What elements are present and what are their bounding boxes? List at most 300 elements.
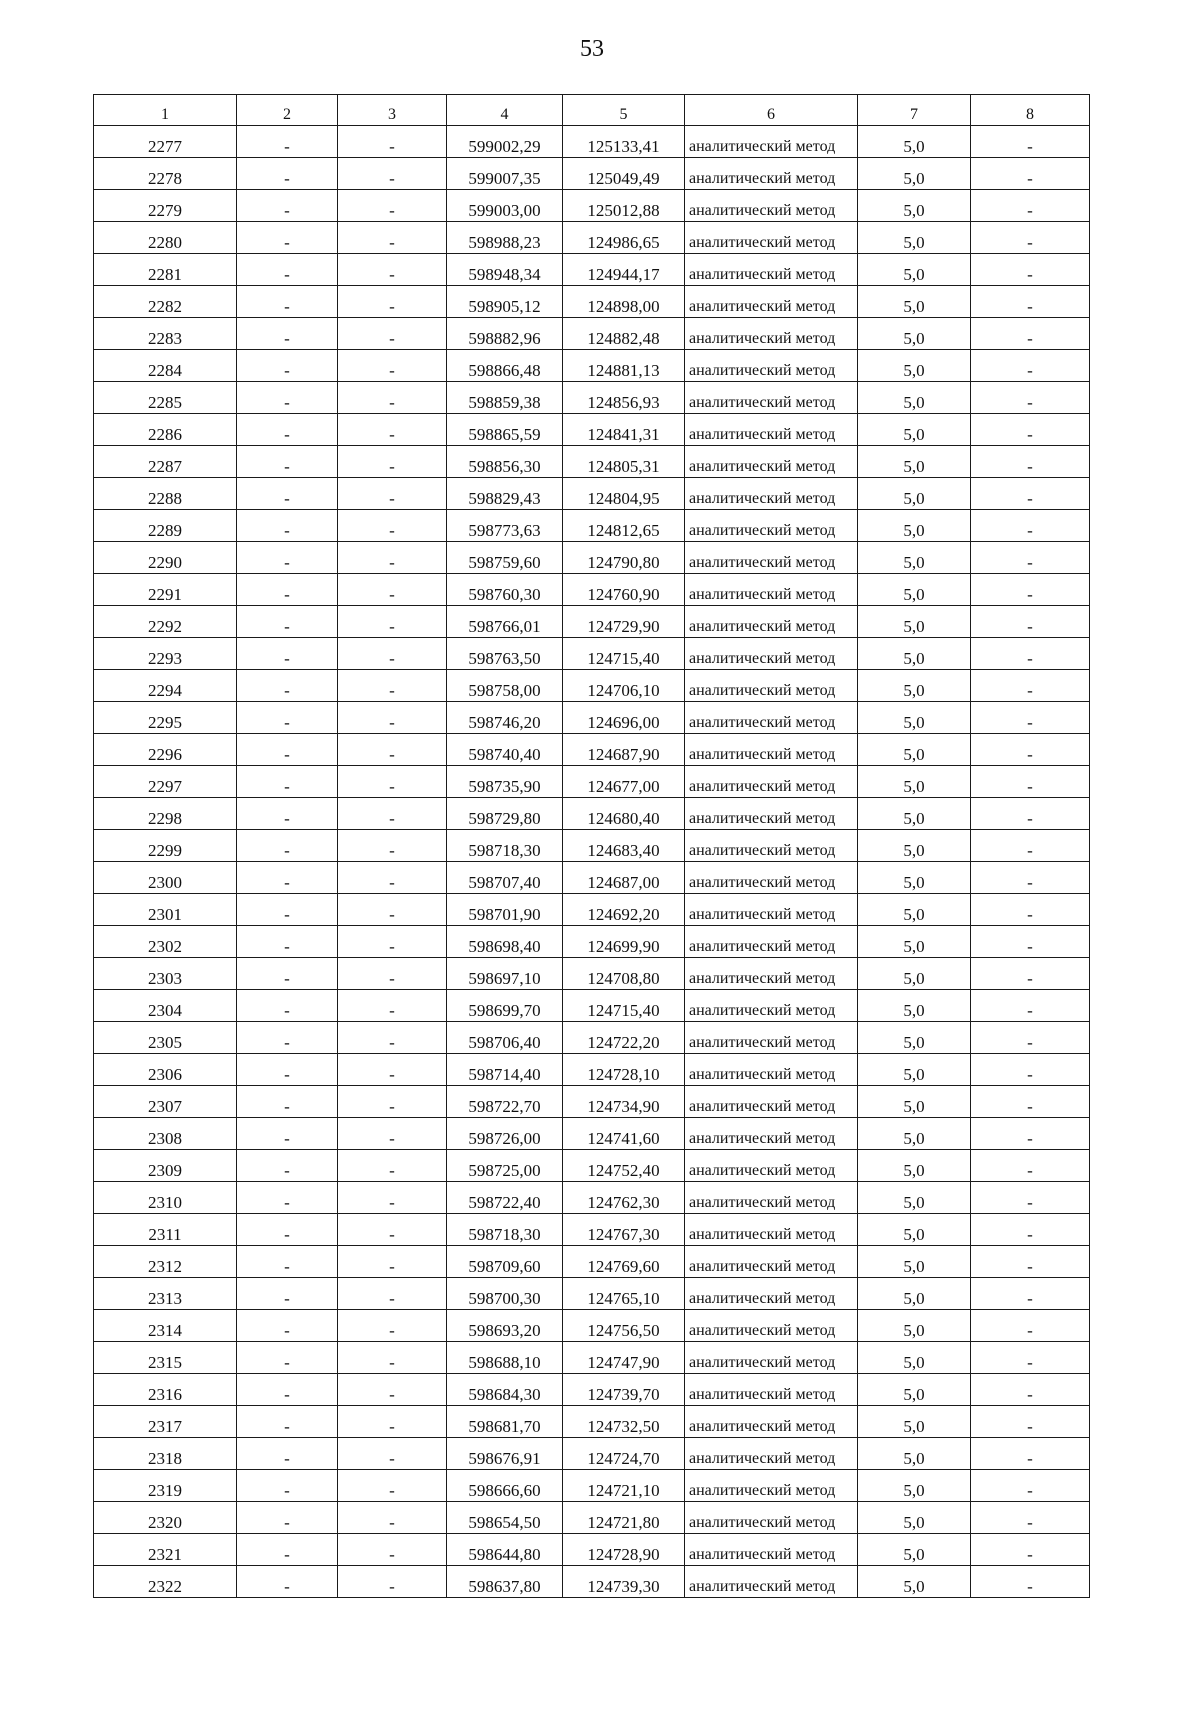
table-row	[94, 318, 1090, 350]
accuracy-cell: 5,0	[858, 286, 971, 318]
note-cell: -	[971, 126, 1090, 158]
col2-cell: -	[237, 382, 338, 414]
method-cell: аналитический метод	[685, 574, 858, 606]
x-coordinate-cell: 599002,29	[447, 126, 563, 158]
accuracy-cell: 5,0	[858, 190, 971, 222]
col3-cell: -	[338, 830, 447, 862]
method-cell: аналитический метод	[685, 446, 858, 478]
point-number-cell: 2320	[94, 1502, 237, 1534]
table-row	[94, 286, 1090, 318]
col2-cell: -	[237, 1182, 338, 1214]
method-cell: аналитический метод	[685, 1118, 858, 1150]
note-cell: -	[971, 606, 1090, 638]
table-row	[94, 510, 1090, 542]
accuracy-cell: 5,0	[858, 830, 971, 862]
table-row	[94, 862, 1090, 894]
x-coordinate-cell: 598676,91	[447, 1438, 563, 1470]
accuracy-cell: 5,0	[858, 1438, 971, 1470]
x-coordinate-cell: 598699,70	[447, 990, 563, 1022]
col2-cell: -	[237, 1246, 338, 1278]
col2-cell: -	[237, 158, 338, 190]
x-coordinate-cell: 598740,40	[447, 734, 563, 766]
accuracy-cell: 5,0	[858, 414, 971, 446]
point-number-cell: 2286	[94, 414, 237, 446]
point-number-cell: 2288	[94, 478, 237, 510]
note-cell: -	[971, 478, 1090, 510]
table-body	[94, 126, 1090, 1598]
method-cell: аналитический метод	[685, 478, 858, 510]
y-coordinate-cell: 124790,80	[563, 542, 685, 574]
point-number-cell: 2309	[94, 1150, 237, 1182]
point-number-cell: 2281	[94, 254, 237, 286]
y-coordinate-cell: 124986,65	[563, 222, 685, 254]
x-coordinate-cell: 599003,00	[447, 190, 563, 222]
point-number-cell: 2296	[94, 734, 237, 766]
method-cell: аналитический метод	[685, 926, 858, 958]
col3-cell: -	[338, 510, 447, 542]
y-coordinate-cell: 124687,00	[563, 862, 685, 894]
coordinates-table	[93, 94, 1090, 1598]
table-row	[94, 1342, 1090, 1374]
accuracy-cell: 5,0	[858, 1566, 971, 1598]
point-number-cell: 2291	[94, 574, 237, 606]
col2-cell: -	[237, 766, 338, 798]
accuracy-cell: 5,0	[858, 1118, 971, 1150]
point-number-cell: 2315	[94, 1342, 237, 1374]
y-coordinate-cell: 124856,93	[563, 382, 685, 414]
col3-cell: -	[338, 1150, 447, 1182]
column-header-6: 6	[685, 95, 858, 126]
accuracy-cell: 5,0	[858, 958, 971, 990]
y-coordinate-cell: 124696,00	[563, 702, 685, 734]
accuracy-cell: 5,0	[858, 702, 971, 734]
col2-cell: -	[237, 734, 338, 766]
y-coordinate-cell: 124732,50	[563, 1406, 685, 1438]
y-coordinate-cell: 124767,30	[563, 1214, 685, 1246]
col2-cell: -	[237, 1406, 338, 1438]
x-coordinate-cell: 598684,30	[447, 1374, 563, 1406]
col3-cell: -	[338, 1246, 447, 1278]
col2-cell: -	[237, 1118, 338, 1150]
note-cell: -	[971, 1470, 1090, 1502]
note-cell: -	[971, 158, 1090, 190]
col3-cell: -	[338, 1534, 447, 1566]
note-cell: -	[971, 414, 1090, 446]
col3-cell: -	[338, 894, 447, 926]
x-coordinate-cell: 598718,30	[447, 830, 563, 862]
col2-cell: -	[237, 1502, 338, 1534]
y-coordinate-cell: 124692,20	[563, 894, 685, 926]
table-row	[94, 990, 1090, 1022]
col3-cell: -	[338, 1214, 447, 1246]
point-number-cell: 2301	[94, 894, 237, 926]
point-number-cell: 2305	[94, 1022, 237, 1054]
accuracy-cell: 5,0	[858, 542, 971, 574]
col2-cell: -	[237, 478, 338, 510]
note-cell: -	[971, 382, 1090, 414]
col2-cell: -	[237, 1150, 338, 1182]
method-cell: аналитический метод	[685, 990, 858, 1022]
method-cell: аналитический метод	[685, 734, 858, 766]
note-cell: -	[971, 286, 1090, 318]
y-coordinate-cell: 125049,49	[563, 158, 685, 190]
x-coordinate-cell: 598654,50	[447, 1502, 563, 1534]
point-number-cell: 2299	[94, 830, 237, 862]
method-cell: аналитический метод	[685, 1278, 858, 1310]
note-cell: -	[971, 638, 1090, 670]
note-cell: -	[971, 1022, 1090, 1054]
note-cell: -	[971, 222, 1090, 254]
method-cell: аналитический метод	[685, 1310, 858, 1342]
col2-cell: -	[237, 510, 338, 542]
col2-cell: -	[237, 1374, 338, 1406]
table-row	[94, 1310, 1090, 1342]
x-coordinate-cell: 598773,63	[447, 510, 563, 542]
x-coordinate-cell: 598758,00	[447, 670, 563, 702]
y-coordinate-cell: 124765,10	[563, 1278, 685, 1310]
note-cell: -	[971, 798, 1090, 830]
y-coordinate-cell: 124841,31	[563, 414, 685, 446]
note-cell: -	[971, 190, 1090, 222]
accuracy-cell: 5,0	[858, 446, 971, 478]
accuracy-cell: 5,0	[858, 798, 971, 830]
col3-cell: -	[338, 1438, 447, 1470]
table-row	[94, 1470, 1090, 1502]
column-header-2: 2	[237, 95, 338, 126]
col2-cell: -	[237, 254, 338, 286]
accuracy-cell: 5,0	[858, 734, 971, 766]
point-number-cell: 2319	[94, 1470, 237, 1502]
col3-cell: -	[338, 1566, 447, 1598]
table-row	[94, 926, 1090, 958]
point-number-cell: 2289	[94, 510, 237, 542]
point-number-cell: 2277	[94, 126, 237, 158]
method-cell: аналитический метод	[685, 638, 858, 670]
method-cell: аналитический метод	[685, 1534, 858, 1566]
y-coordinate-cell: 124739,70	[563, 1374, 685, 1406]
col3-cell: -	[338, 414, 447, 446]
point-number-cell: 2306	[94, 1054, 237, 1086]
col2-cell: -	[237, 1438, 338, 1470]
y-coordinate-cell: 124752,40	[563, 1150, 685, 1182]
point-number-cell: 2318	[94, 1438, 237, 1470]
point-number-cell: 2302	[94, 926, 237, 958]
col2-cell: -	[237, 318, 338, 350]
y-coordinate-cell: 124724,70	[563, 1438, 685, 1470]
point-number-cell: 2295	[94, 702, 237, 734]
col3-cell: -	[338, 382, 447, 414]
method-cell: аналитический метод	[685, 318, 858, 350]
y-coordinate-cell: 124721,80	[563, 1502, 685, 1534]
accuracy-cell: 5,0	[858, 1502, 971, 1534]
note-cell: -	[971, 1182, 1090, 1214]
column-header-4: 4	[447, 95, 563, 126]
accuracy-cell: 5,0	[858, 1214, 971, 1246]
col3-cell: -	[338, 126, 447, 158]
x-coordinate-cell: 598644,80	[447, 1534, 563, 1566]
y-coordinate-cell: 124706,10	[563, 670, 685, 702]
y-coordinate-cell: 124769,60	[563, 1246, 685, 1278]
note-cell: -	[971, 894, 1090, 926]
point-number-cell: 2312	[94, 1246, 237, 1278]
table-row	[94, 446, 1090, 478]
table-row	[94, 254, 1090, 286]
method-cell: аналитический метод	[685, 222, 858, 254]
accuracy-cell: 5,0	[858, 318, 971, 350]
col2-cell: -	[237, 542, 338, 574]
y-coordinate-cell: 124683,40	[563, 830, 685, 862]
col2-cell: -	[237, 446, 338, 478]
table-row	[94, 1502, 1090, 1534]
col3-cell: -	[338, 1310, 447, 1342]
accuracy-cell: 5,0	[858, 350, 971, 382]
note-cell: -	[971, 1342, 1090, 1374]
accuracy-cell: 5,0	[858, 1278, 971, 1310]
table-row	[94, 1278, 1090, 1310]
point-number-cell: 2294	[94, 670, 237, 702]
col2-cell: -	[237, 1214, 338, 1246]
col2-cell: -	[237, 702, 338, 734]
x-coordinate-cell: 598882,96	[447, 318, 563, 350]
y-coordinate-cell: 124722,20	[563, 1022, 685, 1054]
x-coordinate-cell: 598760,30	[447, 574, 563, 606]
method-cell: аналитический метод	[685, 1438, 858, 1470]
method-cell: аналитический метод	[685, 1022, 858, 1054]
y-coordinate-cell: 124898,00	[563, 286, 685, 318]
table-row	[94, 1086, 1090, 1118]
x-coordinate-cell: 598726,00	[447, 1118, 563, 1150]
note-cell: -	[971, 1214, 1090, 1246]
accuracy-cell: 5,0	[858, 766, 971, 798]
point-number-cell: 2313	[94, 1278, 237, 1310]
x-coordinate-cell: 598698,40	[447, 926, 563, 958]
col3-cell: -	[338, 1342, 447, 1374]
col3-cell: -	[338, 1182, 447, 1214]
note-cell: -	[971, 1150, 1090, 1182]
point-number-cell: 2314	[94, 1310, 237, 1342]
y-coordinate-cell: 124881,13	[563, 350, 685, 382]
y-coordinate-cell: 124728,90	[563, 1534, 685, 1566]
table-row	[94, 350, 1090, 382]
y-coordinate-cell: 124741,60	[563, 1118, 685, 1150]
accuracy-cell: 5,0	[858, 894, 971, 926]
point-number-cell: 2278	[94, 158, 237, 190]
point-number-cell: 2283	[94, 318, 237, 350]
col3-cell: -	[338, 734, 447, 766]
method-cell: аналитический метод	[685, 542, 858, 574]
col3-cell: -	[338, 1118, 447, 1150]
accuracy-cell: 5,0	[858, 222, 971, 254]
accuracy-cell: 5,0	[858, 126, 971, 158]
note-cell: -	[971, 1278, 1090, 1310]
point-number-cell: 2321	[94, 1534, 237, 1566]
column-header-1: 1	[94, 95, 237, 126]
y-coordinate-cell: 124756,50	[563, 1310, 685, 1342]
col3-cell: -	[338, 606, 447, 638]
col3-cell: -	[338, 1502, 447, 1534]
table-row	[94, 638, 1090, 670]
note-cell: -	[971, 574, 1090, 606]
col2-cell: -	[237, 350, 338, 382]
point-number-cell: 2308	[94, 1118, 237, 1150]
table-row	[94, 222, 1090, 254]
col2-cell: -	[237, 862, 338, 894]
accuracy-cell: 5,0	[858, 1406, 971, 1438]
col2-cell: -	[237, 990, 338, 1022]
table-row	[94, 606, 1090, 638]
x-coordinate-cell: 598735,90	[447, 766, 563, 798]
note-cell: -	[971, 830, 1090, 862]
col3-cell: -	[338, 478, 447, 510]
col2-cell: -	[237, 1470, 338, 1502]
accuracy-cell: 5,0	[858, 510, 971, 542]
col3-cell: -	[338, 318, 447, 350]
y-coordinate-cell: 124944,17	[563, 254, 685, 286]
x-coordinate-cell: 598688,10	[447, 1342, 563, 1374]
method-cell: аналитический метод	[685, 1182, 858, 1214]
y-coordinate-cell: 124715,40	[563, 990, 685, 1022]
y-coordinate-cell: 124677,00	[563, 766, 685, 798]
y-coordinate-cell: 124734,90	[563, 1086, 685, 1118]
x-coordinate-cell: 598759,60	[447, 542, 563, 574]
note-cell: -	[971, 702, 1090, 734]
accuracy-cell: 5,0	[858, 1150, 971, 1182]
x-coordinate-cell: 598666,60	[447, 1470, 563, 1502]
table-row	[94, 1022, 1090, 1054]
table-row	[94, 1374, 1090, 1406]
col2-cell: -	[237, 1342, 338, 1374]
point-number-cell: 2316	[94, 1374, 237, 1406]
note-cell: -	[971, 734, 1090, 766]
point-number-cell: 2282	[94, 286, 237, 318]
page-number: 53	[580, 36, 604, 62]
table-header-row	[94, 95, 1090, 126]
y-coordinate-cell: 124805,31	[563, 446, 685, 478]
col3-cell: -	[338, 446, 447, 478]
x-coordinate-cell: 598856,30	[447, 446, 563, 478]
x-coordinate-cell: 599007,35	[447, 158, 563, 190]
method-cell: аналитический метод	[685, 1086, 858, 1118]
accuracy-cell: 5,0	[858, 254, 971, 286]
note-cell: -	[971, 1438, 1090, 1470]
col3-cell: -	[338, 702, 447, 734]
table-row	[94, 894, 1090, 926]
point-number-cell: 2300	[94, 862, 237, 894]
method-cell: аналитический метод	[685, 158, 858, 190]
y-coordinate-cell: 124729,90	[563, 606, 685, 638]
col3-cell: -	[338, 574, 447, 606]
x-coordinate-cell: 598700,30	[447, 1278, 563, 1310]
note-cell: -	[971, 1118, 1090, 1150]
accuracy-cell: 5,0	[858, 478, 971, 510]
note-cell: -	[971, 1086, 1090, 1118]
table-row	[94, 1054, 1090, 1086]
y-coordinate-cell: 124680,40	[563, 798, 685, 830]
table-row	[94, 478, 1090, 510]
x-coordinate-cell: 598722,70	[447, 1086, 563, 1118]
col3-cell: -	[338, 286, 447, 318]
note-cell: -	[971, 350, 1090, 382]
accuracy-cell: 5,0	[858, 158, 971, 190]
note-cell: -	[971, 1566, 1090, 1598]
x-coordinate-cell: 598905,12	[447, 286, 563, 318]
note-cell: -	[971, 446, 1090, 478]
col3-cell: -	[338, 990, 447, 1022]
method-cell: аналитический метод	[685, 798, 858, 830]
table-row	[94, 1534, 1090, 1566]
col3-cell: -	[338, 798, 447, 830]
x-coordinate-cell: 598718,30	[447, 1214, 563, 1246]
col2-cell: -	[237, 1086, 338, 1118]
note-cell: -	[971, 1406, 1090, 1438]
col3-cell: -	[338, 862, 447, 894]
col2-cell: -	[237, 1310, 338, 1342]
accuracy-cell: 5,0	[858, 1246, 971, 1278]
method-cell: аналитический метод	[685, 670, 858, 702]
method-cell: аналитический метод	[685, 830, 858, 862]
col3-cell: -	[338, 542, 447, 574]
table-row	[94, 1438, 1090, 1470]
accuracy-cell: 5,0	[858, 382, 971, 414]
table-row	[94, 670, 1090, 702]
method-cell: аналитический метод	[685, 1406, 858, 1438]
accuracy-cell: 5,0	[858, 990, 971, 1022]
table-row	[94, 734, 1090, 766]
method-cell: аналитический метод	[685, 510, 858, 542]
accuracy-cell: 5,0	[858, 1534, 971, 1566]
point-number-cell: 2287	[94, 446, 237, 478]
column-header-3: 3	[338, 95, 447, 126]
point-number-cell: 2292	[94, 606, 237, 638]
note-cell: -	[971, 1054, 1090, 1086]
accuracy-cell: 5,0	[858, 1310, 971, 1342]
x-coordinate-cell: 598859,38	[447, 382, 563, 414]
table-row	[94, 1566, 1090, 1598]
table-row	[94, 574, 1090, 606]
method-cell: аналитический метод	[685, 862, 858, 894]
col3-cell: -	[338, 222, 447, 254]
x-coordinate-cell: 598725,00	[447, 1150, 563, 1182]
col2-cell: -	[237, 190, 338, 222]
y-coordinate-cell: 124882,48	[563, 318, 685, 350]
table-row	[94, 1118, 1090, 1150]
point-number-cell: 2322	[94, 1566, 237, 1598]
accuracy-cell: 5,0	[858, 926, 971, 958]
col2-cell: -	[237, 1054, 338, 1086]
point-number-cell: 2280	[94, 222, 237, 254]
column-header-5: 5	[563, 95, 685, 126]
method-cell: аналитический метод	[685, 1246, 858, 1278]
y-coordinate-cell: 124721,10	[563, 1470, 685, 1502]
col2-cell: -	[237, 958, 338, 990]
y-coordinate-cell: 124687,90	[563, 734, 685, 766]
note-cell: -	[971, 1534, 1090, 1566]
x-coordinate-cell: 598709,60	[447, 1246, 563, 1278]
column-header-8: 8	[971, 95, 1090, 126]
col2-cell: -	[237, 126, 338, 158]
table-row	[94, 1406, 1090, 1438]
column-header-7: 7	[858, 95, 971, 126]
point-number-cell: 2290	[94, 542, 237, 574]
point-number-cell: 2310	[94, 1182, 237, 1214]
method-cell: аналитический метод	[685, 1566, 858, 1598]
accuracy-cell: 5,0	[858, 1342, 971, 1374]
col2-cell: -	[237, 1566, 338, 1598]
point-number-cell: 2311	[94, 1214, 237, 1246]
table-row	[94, 158, 1090, 190]
table-row	[94, 1182, 1090, 1214]
table-row	[94, 126, 1090, 158]
